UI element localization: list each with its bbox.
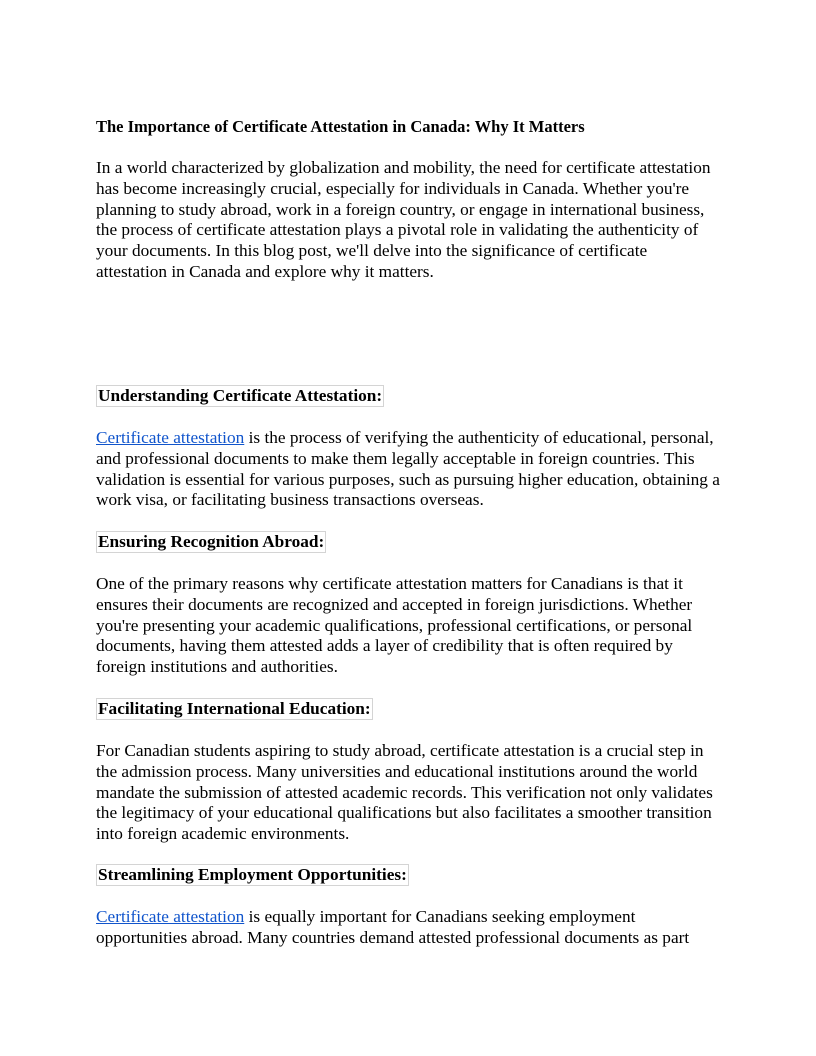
certificate-attestation-link[interactable]: Certificate attestation	[96, 428, 245, 447]
section-paragraph-education: For Canadian students aspiring to study abroad, certificate attestation is a crucial step in the admission process. Many universities and educational institutions around the world mandate the submission of attested academic records. This verification not only validates the legitimacy of your educational qualifications but also facilitates a smoother transition into foreign academic environments.	[96, 741, 713, 844]
section-heading-employment: Streamlining Employment Opportunities:	[98, 865, 407, 884]
section-paragraph-recognition: One of the primary reasons why certificate attestation matters for Canadians is that it ensures their documents are recognized and accepted in foreign jurisdictions. Whether you're presenting your academic qualifications, professional certifications, or personal documents, having them attested adds a layer of credibility that is often required by foreign institutions and authorities.	[96, 574, 693, 677]
document-title: The Importance of Certificate Attestation in Canada: Why It Matters	[96, 117, 585, 136]
section-body-text: is equally important for Canadians seeking employment opportunities abroad. Many countries demand attested professional documents as part	[96, 907, 690, 947]
section-body-text: is the process of verifying the authenticity of educational, personal, and professional documents to make them legally acceptable in foreign countries. This validation is essential for various purposes, such as pursuing higher education, obtaining a work visa, or facilitating business transactions overseas.	[96, 428, 720, 510]
section-heading-recognition: Ensuring Recognition Abroad:	[98, 532, 325, 551]
certificate-attestation-link[interactable]: Certificate attestation	[96, 907, 245, 926]
section-paragraph-employment	[96, 907, 720, 949]
section-paragraph-understanding	[96, 428, 720, 511]
section-heading-understanding: Understanding Certificate Attestation:	[98, 386, 383, 405]
section-heading-education: Facilitating International Education:	[98, 699, 371, 718]
intro-paragraph: In a world characterized by globalization and mobility, the need for certificate attestation has become increasingly crucial, especially for individuals in Canada. Whether you're planning to study abroad, work in a foreign country, or engage in international business, the process of certificate attestation plays a pivotal role in validating the authenticity of your documents. In this blog post, we'll delve into the significance of certificate attestation in Canada and explore why it matters.	[96, 158, 711, 281]
